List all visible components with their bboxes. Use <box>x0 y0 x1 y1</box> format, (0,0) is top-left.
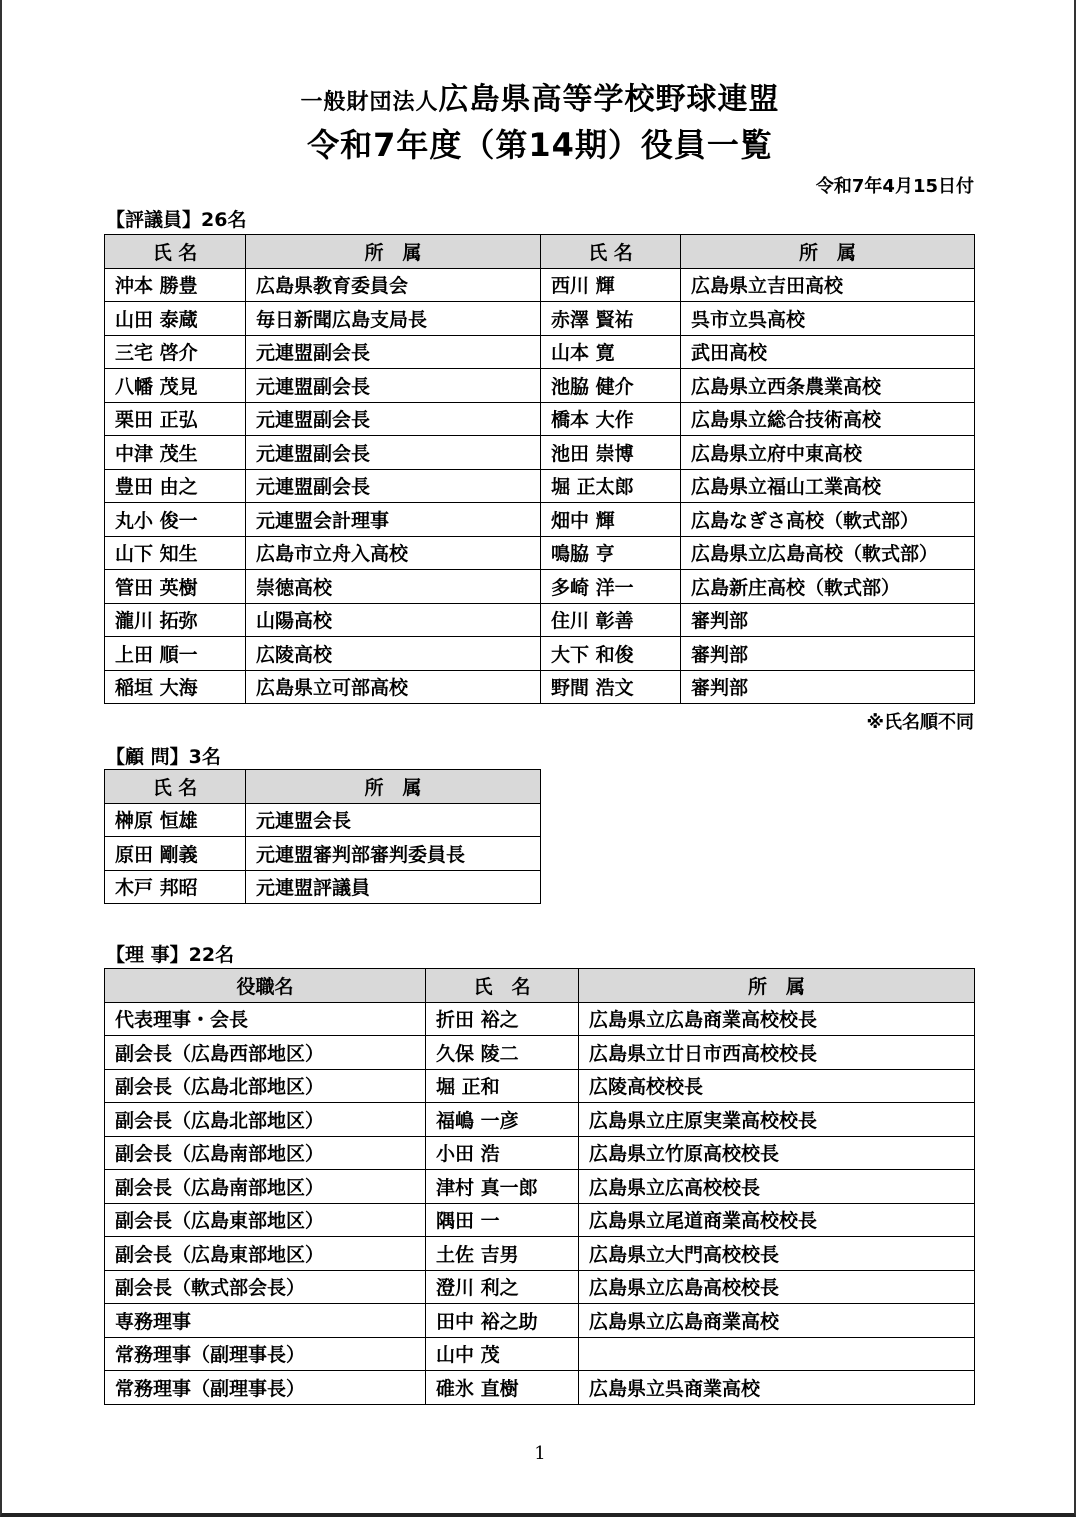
member-affiliation: 広島県立広島高校（軟式部） <box>681 536 975 570</box>
table-row <box>105 302 975 336</box>
table-row <box>105 1002 975 1036</box>
member-name: 三宅 啓介 <box>105 335 246 369</box>
member-affiliation: 元連盟副会長 <box>246 469 541 503</box>
member-affiliation: 広島県立総合技術高校 <box>681 402 975 436</box>
advisor-affiliation: 元連盟評議員 <box>246 870 541 904</box>
advisor-name: 原田 剛義 <box>105 837 246 871</box>
member-name: 上田 順一 <box>105 637 246 671</box>
director-affiliation: 広島県立広島高校校長 <box>579 1270 975 1304</box>
member-affiliation: 広島新庄高校（軟式部） <box>681 570 975 604</box>
member-affiliation: 元連盟会計理事 <box>246 503 541 537</box>
table-row <box>105 870 541 904</box>
hyogiin-header-row <box>105 235 975 269</box>
member-name: 西川 輝 <box>541 268 681 302</box>
member-affiliation: 山陽高校 <box>246 603 541 637</box>
member-affiliation: 広陵高校 <box>246 637 541 671</box>
member-affiliation: 審判部 <box>681 670 975 704</box>
director-affiliation: 広島県立大門高校校長 <box>579 1237 975 1271</box>
member-affiliation: 元連盟副会長 <box>246 402 541 436</box>
komon-heading: 【顧 問】3名 <box>106 746 221 768</box>
column-header-affiliation: 所 属 <box>246 770 541 804</box>
table-row <box>105 1036 975 1070</box>
director-affiliation: 広島県立広島商業高校校長 <box>579 1002 975 1036</box>
director-name: 福嶋 一彦 <box>426 1103 579 1137</box>
member-name: 八幡 茂見 <box>105 369 246 403</box>
column-header-name: 氏 名 <box>105 770 246 804</box>
member-name: 多崎 洋一 <box>541 570 681 604</box>
director-affiliation: 広島県立呉商業高校 <box>579 1371 975 1405</box>
member-name: 住川 彰善 <box>541 603 681 637</box>
issue-date: 令和7年4月15日付 <box>815 176 974 197</box>
table-row <box>105 603 975 637</box>
column-header-name: 氏 名 <box>541 235 681 269</box>
riji-table <box>104 968 975 1405</box>
director-role: 常務理事（副理事長） <box>105 1337 426 1371</box>
member-name: 山田 泰蔵 <box>105 302 246 336</box>
member-affiliation: 呉市立呉高校 <box>681 302 975 336</box>
member-affiliation: 審判部 <box>681 637 975 671</box>
member-affiliation: 広島県立可部高校 <box>246 670 541 704</box>
member-name: 豊田 由之 <box>105 469 246 503</box>
member-name: 赤澤 賢祐 <box>541 302 681 336</box>
table-row <box>105 268 975 302</box>
table-row <box>105 837 541 871</box>
director-affiliation: 広島県立竹原高校校長 <box>579 1136 975 1170</box>
member-name: 野間 浩文 <box>541 670 681 704</box>
column-header-affiliation: 所 属 <box>579 969 975 1003</box>
table-row <box>105 335 975 369</box>
member-affiliation: 広島県立福山工業高校 <box>681 469 975 503</box>
advisor-affiliation: 元連盟審判部審判委員長 <box>246 837 541 871</box>
member-affiliation: 武田高校 <box>681 335 975 369</box>
document-subtitle: 令和7年度（第14期）役員一覧 <box>307 126 773 164</box>
hyogiin-table <box>104 234 975 704</box>
director-role: 副会長（広島東部地区） <box>105 1237 426 1271</box>
director-affiliation: 広島県立尾道商業高校校長 <box>579 1203 975 1237</box>
member-name: 堀 正太郎 <box>541 469 681 503</box>
director-name: 小田 浩 <box>426 1136 579 1170</box>
komon-header-row <box>105 770 541 804</box>
table-row <box>105 1371 975 1405</box>
member-name: 大下 和俊 <box>541 637 681 671</box>
member-name: 山下 知生 <box>105 536 246 570</box>
table-row <box>105 1170 975 1204</box>
director-affiliation <box>579 1337 975 1371</box>
member-name: 稲垣 大海 <box>105 670 246 704</box>
member-name: 丸小 俊一 <box>105 503 246 537</box>
member-affiliation: 審判部 <box>681 603 975 637</box>
member-affiliation: 広島県立西条農業高校 <box>681 369 975 403</box>
table-row <box>105 570 975 604</box>
member-affiliation: 広島県教育委員会 <box>246 268 541 302</box>
director-role: 副会長（広島北部地区） <box>105 1069 426 1103</box>
table-row <box>105 1237 975 1271</box>
director-name: 碓氷 直樹 <box>426 1371 579 1405</box>
member-name: 沖本 勝豊 <box>105 268 246 302</box>
table-row <box>105 637 975 671</box>
director-name: 折田 裕之 <box>426 1002 579 1036</box>
riji-header-row <box>105 969 975 1003</box>
member-name: 山本 寛 <box>541 335 681 369</box>
member-name: 橋本 大作 <box>541 402 681 436</box>
director-affiliation: 広島県立広高校校長 <box>579 1170 975 1204</box>
page-number: 1 <box>534 1443 546 1464</box>
member-affiliation: 広島なぎさ高校（軟式部） <box>681 503 975 537</box>
director-name: 津村 真一郎 <box>426 1170 579 1204</box>
director-name: 隅田 一 <box>426 1203 579 1237</box>
director-role: 副会長（広島南部地区） <box>105 1136 426 1170</box>
member-affiliation: 崇徳高校 <box>246 570 541 604</box>
director-affiliation: 広陵高校校長 <box>579 1069 975 1103</box>
table-row <box>105 369 975 403</box>
director-role: 副会長（広島北部地区） <box>105 1103 426 1137</box>
member-affiliation: 毎日新聞広島支局長 <box>246 302 541 336</box>
director-role: 常務理事（副理事長） <box>105 1371 426 1405</box>
director-affiliation: 広島県立広島商業高校 <box>579 1304 975 1338</box>
column-header-affiliation: 所 属 <box>681 235 975 269</box>
advisor-name: 木戸 邦昭 <box>105 870 246 904</box>
member-name: 栗田 正弘 <box>105 402 246 436</box>
table-row <box>105 1136 975 1170</box>
hyogiin-heading: 【評議員】26名 <box>106 209 247 231</box>
director-name: 土佐 吉男 <box>426 1237 579 1271</box>
table-row <box>105 670 975 704</box>
member-affiliation: 元連盟副会長 <box>246 335 541 369</box>
member-name: 瀧川 拓弥 <box>105 603 246 637</box>
org-prefix: 一般財団法人 <box>300 90 439 115</box>
advisor-name: 榊原 恒雄 <box>105 803 246 837</box>
director-role: 専務理事 <box>105 1304 426 1338</box>
riji-heading: 【理 事】22名 <box>106 944 235 966</box>
column-header-name: 氏 名 <box>105 235 246 269</box>
org-name: 広島県高等学校野球連盟 <box>438 82 780 117</box>
member-name: 畑中 輝 <box>541 503 681 537</box>
director-role: 副会長（広島東部地区） <box>105 1203 426 1237</box>
table-row <box>105 1337 975 1371</box>
member-affiliation: 広島県立吉田高校 <box>681 268 975 302</box>
director-role: 代表理事・会長 <box>105 1002 426 1036</box>
table-row <box>105 1103 975 1137</box>
order-note: ※氏名順不同 <box>866 712 974 733</box>
table-row <box>105 469 975 503</box>
director-role: 副会長（軟式部会長） <box>105 1270 426 1304</box>
table-row <box>105 536 975 570</box>
table-row <box>105 803 541 837</box>
director-role: 副会長（広島西部地区） <box>105 1036 426 1070</box>
director-name: 澄川 利之 <box>426 1270 579 1304</box>
member-name: 中津 茂生 <box>105 436 246 470</box>
komon-table <box>104 769 541 904</box>
member-name: 池田 崇博 <box>541 436 681 470</box>
advisor-affiliation: 元連盟会長 <box>246 803 541 837</box>
table-row <box>105 1304 975 1338</box>
column-header-affiliation: 所 属 <box>246 235 541 269</box>
table-row <box>105 503 975 537</box>
member-affiliation: 元連盟副会長 <box>246 436 541 470</box>
document-title <box>0 74 1080 118</box>
table-row <box>105 402 975 436</box>
director-name: 田中 裕之助 <box>426 1304 579 1338</box>
director-role: 副会長（広島南部地区） <box>105 1170 426 1204</box>
director-name: 堀 正和 <box>426 1069 579 1103</box>
column-header-name: 氏 名 <box>426 969 579 1003</box>
table-row <box>105 1270 975 1304</box>
member-name: 管田 英樹 <box>105 570 246 604</box>
member-affiliation: 広島県立府中東高校 <box>681 436 975 470</box>
member-affiliation: 広島市立舟入高校 <box>246 536 541 570</box>
member-affiliation: 元連盟副会長 <box>246 369 541 403</box>
table-row <box>105 1203 975 1237</box>
director-name: 山中 茂 <box>426 1337 579 1371</box>
director-affiliation: 広島県立庄原実業高校校長 <box>579 1103 975 1137</box>
director-name: 久保 陵二 <box>426 1036 579 1070</box>
column-header-role: 役職名 <box>105 969 426 1003</box>
member-name: 池脇 健介 <box>541 369 681 403</box>
member-name: 鳴脇 亨 <box>541 536 681 570</box>
director-affiliation: 広島県立廿日市西高校校長 <box>579 1036 975 1070</box>
table-row <box>105 436 975 470</box>
table-row <box>105 1069 975 1103</box>
